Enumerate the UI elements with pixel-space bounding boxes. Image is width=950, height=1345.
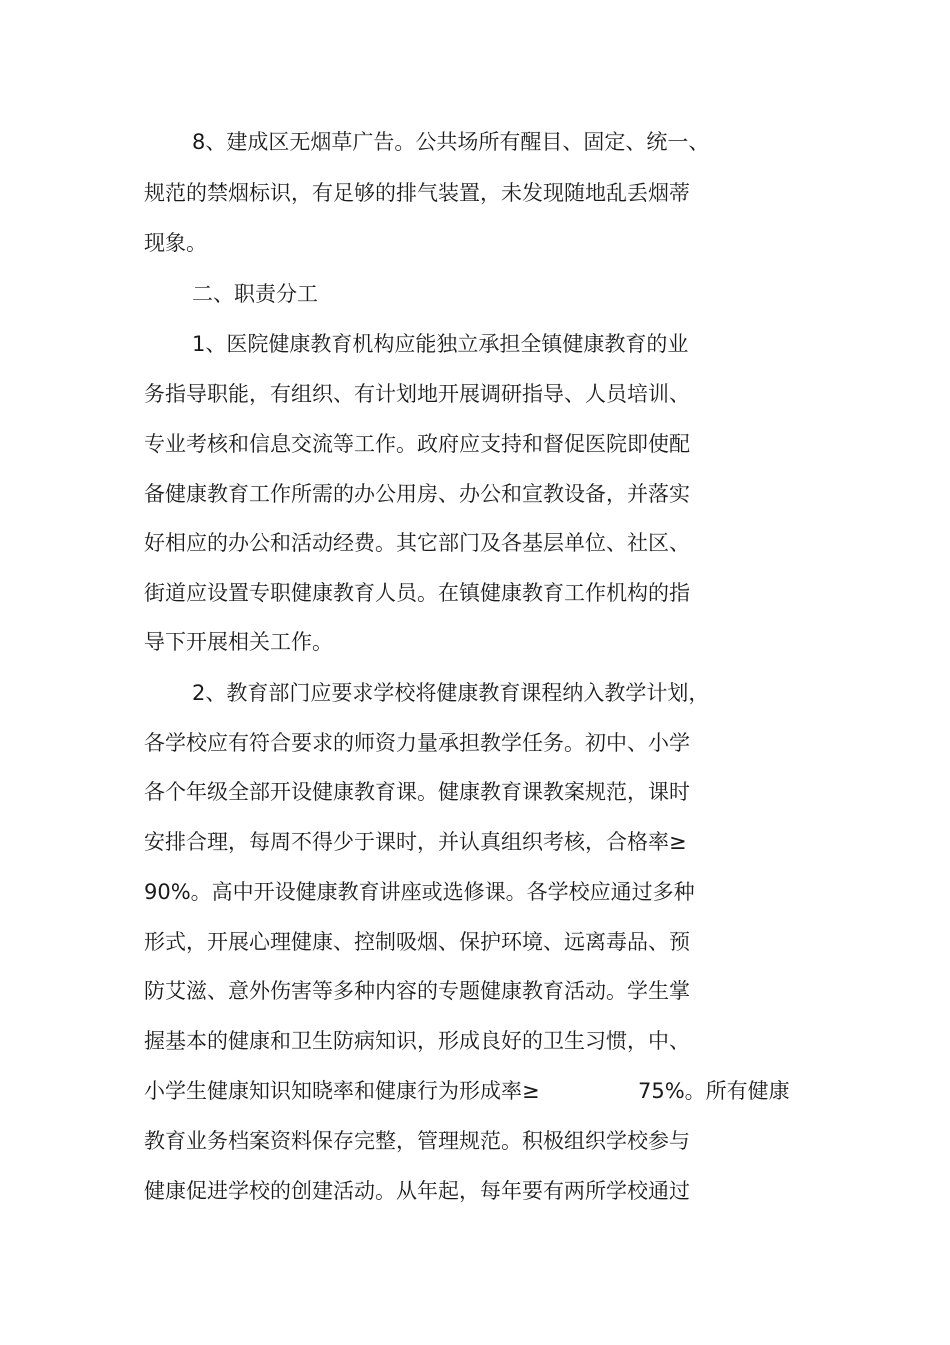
text-line: 导下开展相关工作。: [144, 630, 333, 654]
text-line: 现象。: [144, 231, 207, 255]
text-line: 8、建成区无烟草广告。公共场所有醒目、固定、统一、: [192, 130, 710, 154]
text-line: 好相应的办公和活动经费。其它部门及各基层单位、社区、: [144, 531, 690, 555]
text-line: 各个年级全部开设健康教育课。健康教育课教案规范，课时: [144, 780, 690, 804]
text-line: 教育业务档案资料保存完整，管理规范。积极组织学校参与: [144, 1129, 690, 1153]
text-line: 形式，开展心理健康、控制吸烟、保护环境、远离毒品、预: [144, 930, 690, 954]
text-line: 小学生健康知识知晓率和健康行为形成率≥: [144, 1079, 540, 1103]
text-line: 安排合理，每周不得少于课时，并认真组织考核，合格率≥: [144, 830, 687, 854]
text-line: 务指导职能，有组织、有计划地开展调研指导、人员培训、: [144, 382, 690, 406]
text-line: 各学校应有符合要求的师资力量承担教学任务。初中、小学: [144, 731, 690, 755]
text-line: 街道应设置专职健康教育人员。在镇健康教育工作机构的指: [144, 581, 690, 605]
text-line: 90%。高中开设健康教育讲座或选修课。各学校应通过多种: [144, 880, 695, 904]
section-heading: 二、职责分工: [192, 282, 318, 306]
text-line: 健康促进学校的创建活动。从年起，每年要有两所学校通过: [144, 1179, 690, 1203]
text-line: 握基本的健康和卫生防病知识，形成良好的卫生习惯，中、: [144, 1029, 690, 1053]
text-line: 2、教育部门应要求学校将健康教育课程纳入教学计划，: [192, 681, 710, 705]
text-line: 1、医院健康教育机构应能独立承担全镇健康教育的业: [192, 332, 689, 356]
text-line: 备健康教育工作所需的办公用房、办公和宣教设备，并落实: [144, 482, 690, 506]
text-line: 75%。所有健康: [638, 1079, 790, 1103]
text-line: 防艾滋、意外伤害等多种内容的专题健康教育活动。学生掌: [144, 979, 690, 1003]
text-line: 规范的禁烟标识，有足够的排气装置，未发现随地乱丢烟蒂: [144, 181, 690, 205]
text-line: 专业考核和信息交流等工作。政府应支持和督促医院即使配: [144, 432, 690, 456]
